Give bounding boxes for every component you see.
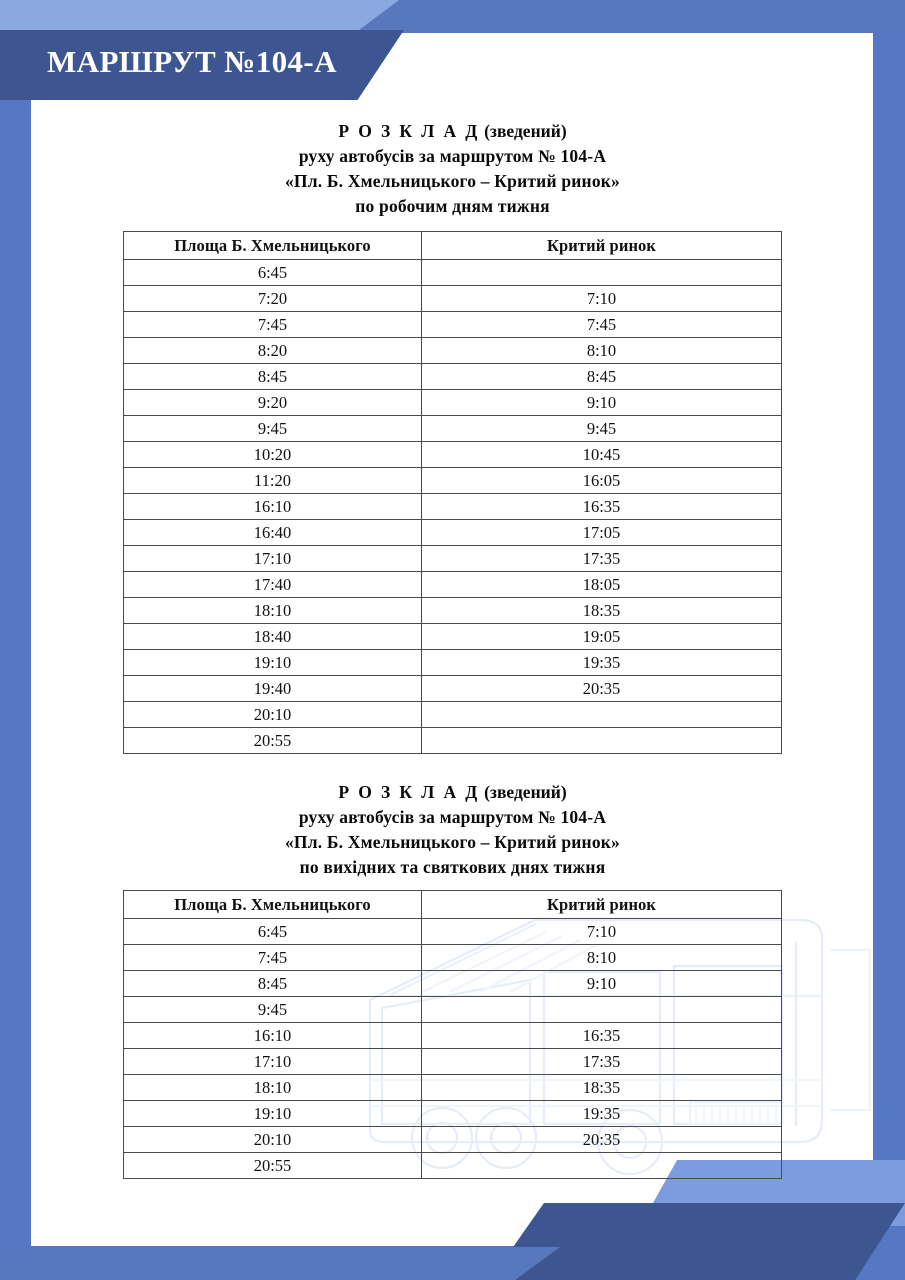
column-header-krytyi-rynok: Критий ринок: [422, 891, 782, 919]
weekend-heading-line-1: [0, 780, 905, 805]
table-row: [124, 494, 782, 520]
departure-time-ploshcha: 19:10: [124, 650, 422, 676]
weekday-heading-line-4: по робочим дням тижня: [355, 196, 550, 216]
table-row: [124, 598, 782, 624]
departure-time-rynok: [422, 728, 782, 754]
table-row: [124, 312, 782, 338]
departure-time-ploshcha: 7:20: [124, 286, 422, 312]
departure-time-rynok: 18:35: [422, 1075, 782, 1101]
departure-time-rynok: 8:10: [422, 338, 782, 364]
weekday-heading-line-3: «Пл. Б. Хмельницького – Критий ринок»: [284, 171, 621, 191]
table-row: [124, 416, 782, 442]
departure-time-rynok: 9:45: [422, 416, 782, 442]
departure-time-rynok: 19:35: [422, 1101, 782, 1127]
departure-time-ploshcha: 7:45: [124, 945, 422, 971]
table-row: [124, 338, 782, 364]
departure-time-ploshcha: 20:10: [124, 702, 422, 728]
table-row: [124, 260, 782, 286]
weekday-schedule-heading: [0, 0, 905, 219]
table-row: [124, 468, 782, 494]
weekend-table-body: [124, 919, 782, 1179]
table-row: [124, 624, 782, 650]
decoration-bottom-mid-band: [0, 1247, 560, 1280]
departure-time-rynok: [422, 997, 782, 1023]
departure-time-rynok: [422, 260, 782, 286]
departure-time-ploshcha: 20:55: [124, 728, 422, 754]
departure-time-rynok: 16:35: [422, 494, 782, 520]
table-row: [124, 945, 782, 971]
departure-time-ploshcha: 6:45: [124, 260, 422, 286]
departure-time-rynok: 7:10: [422, 286, 782, 312]
table-row: [124, 971, 782, 997]
departure-time-rynok: 7:10: [422, 919, 782, 945]
departure-time-rynok: 19:35: [422, 650, 782, 676]
departure-time-rynok: 19:05: [422, 624, 782, 650]
weekday-heading-zvedeniy: (зведений): [479, 121, 567, 141]
departure-time-ploshcha: 8:45: [124, 364, 422, 390]
weekday-heading-line-1: [0, 119, 905, 144]
table-row: [124, 520, 782, 546]
table-row: [124, 1153, 782, 1179]
departure-time-rynok: 17:35: [422, 546, 782, 572]
departure-time-ploshcha: 7:45: [124, 312, 422, 338]
column-header-ploshcha: Площа Б. Хмельницького: [124, 232, 422, 260]
weekend-heading-line-2: руху автобусів за маршрутом № 104-А: [298, 807, 607, 827]
weekday-schedule-table: [123, 231, 782, 754]
departure-time-rynok: 18:05: [422, 572, 782, 598]
departure-time-rynok: 17:05: [422, 520, 782, 546]
departure-time-ploshcha: 18:10: [124, 598, 422, 624]
weekend-heading-line-3: «Пл. Б. Хмельницького – Критий ринок»: [284, 832, 621, 852]
table-row: [124, 364, 782, 390]
departure-time-rynok: 17:35: [422, 1049, 782, 1075]
departure-time-rynok: 16:05: [422, 468, 782, 494]
table-row: [124, 390, 782, 416]
departure-time-ploshcha: 19:40: [124, 676, 422, 702]
departure-time-ploshcha: 8:20: [124, 338, 422, 364]
table-row: [124, 728, 782, 754]
column-header-ploshcha: Площа Б. Хмельницького: [124, 891, 422, 919]
weekend-schedule-table-wrap: [0, 890, 905, 1179]
departure-time-ploshcha: 19:10: [124, 1101, 422, 1127]
departure-time-ploshcha: 18:40: [124, 624, 422, 650]
departure-time-rynok: 20:35: [422, 1127, 782, 1153]
departure-time-ploshcha: 17:10: [124, 1049, 422, 1075]
departure-time-rynok: 7:45: [422, 312, 782, 338]
weekend-heading-zvedeniy: (зведений): [479, 782, 567, 802]
table-row: [124, 572, 782, 598]
departure-time-ploshcha: 16:40: [124, 520, 422, 546]
weekday-heading-line-2: руху автобусів за маршрутом № 104-А: [298, 146, 607, 166]
table-header-row: [124, 891, 782, 919]
departure-time-ploshcha: 6:45: [124, 919, 422, 945]
table-row: [124, 1075, 782, 1101]
table-row: [124, 1049, 782, 1075]
departure-time-rynok: [422, 702, 782, 728]
departure-time-rynok: 9:10: [422, 390, 782, 416]
table-row: [124, 919, 782, 945]
departure-time-ploshcha: 11:20: [124, 468, 422, 494]
route-banner-title: МАРШРУТ №104-А: [47, 44, 337, 79]
departure-time-rynok: 20:35: [422, 676, 782, 702]
table-row: [124, 676, 782, 702]
decoration-bottom-navy-band: [490, 1203, 905, 1280]
table-row: [124, 1127, 782, 1153]
departure-time-rynok: 10:45: [422, 442, 782, 468]
departure-time-ploshcha: 9:45: [124, 997, 422, 1023]
weekend-heading-rozklad: Р О З К Л А Д: [338, 782, 480, 802]
table-row: [124, 546, 782, 572]
table-row: [124, 1023, 782, 1049]
weekday-table-body: [124, 260, 782, 754]
table-row: [124, 997, 782, 1023]
departure-time-ploshcha: 18:10: [124, 1075, 422, 1101]
departure-time-ploshcha: 17:10: [124, 546, 422, 572]
departure-time-ploshcha: 9:20: [124, 390, 422, 416]
departure-time-rynok: 8:10: [422, 945, 782, 971]
departure-time-rynok: 18:35: [422, 598, 782, 624]
column-header-krytyi-rynok: Критий ринок: [422, 232, 782, 260]
table-row: [124, 1101, 782, 1127]
departure-time-ploshcha: 10:20: [124, 442, 422, 468]
weekday-heading-rozklad: Р О З К Л А Д: [338, 121, 480, 141]
table-header-row: [124, 232, 782, 260]
weekday-schedule-table-wrap: [0, 231, 905, 754]
departure-time-ploshcha: 8:45: [124, 971, 422, 997]
departure-time-rynok: 9:10: [422, 971, 782, 997]
weekend-schedule-heading: [0, 754, 905, 880]
departure-time-rynok: 8:45: [422, 364, 782, 390]
departure-time-ploshcha: 20:55: [124, 1153, 422, 1179]
departure-time-ploshcha: 9:45: [124, 416, 422, 442]
departure-time-ploshcha: 17:40: [124, 572, 422, 598]
table-row: [124, 442, 782, 468]
table-row: [124, 650, 782, 676]
departure-time-ploshcha: 20:10: [124, 1127, 422, 1153]
table-row: [124, 286, 782, 312]
departure-time-ploshcha: 16:10: [124, 494, 422, 520]
departure-time-rynok: 16:35: [422, 1023, 782, 1049]
table-row: [124, 702, 782, 728]
departure-time-ploshcha: 16:10: [124, 1023, 422, 1049]
weekend-schedule-table: [123, 890, 782, 1179]
departure-time-rynok: [422, 1153, 782, 1179]
weekend-heading-line-4: по вихідних та святкових днях тижня: [299, 857, 606, 877]
